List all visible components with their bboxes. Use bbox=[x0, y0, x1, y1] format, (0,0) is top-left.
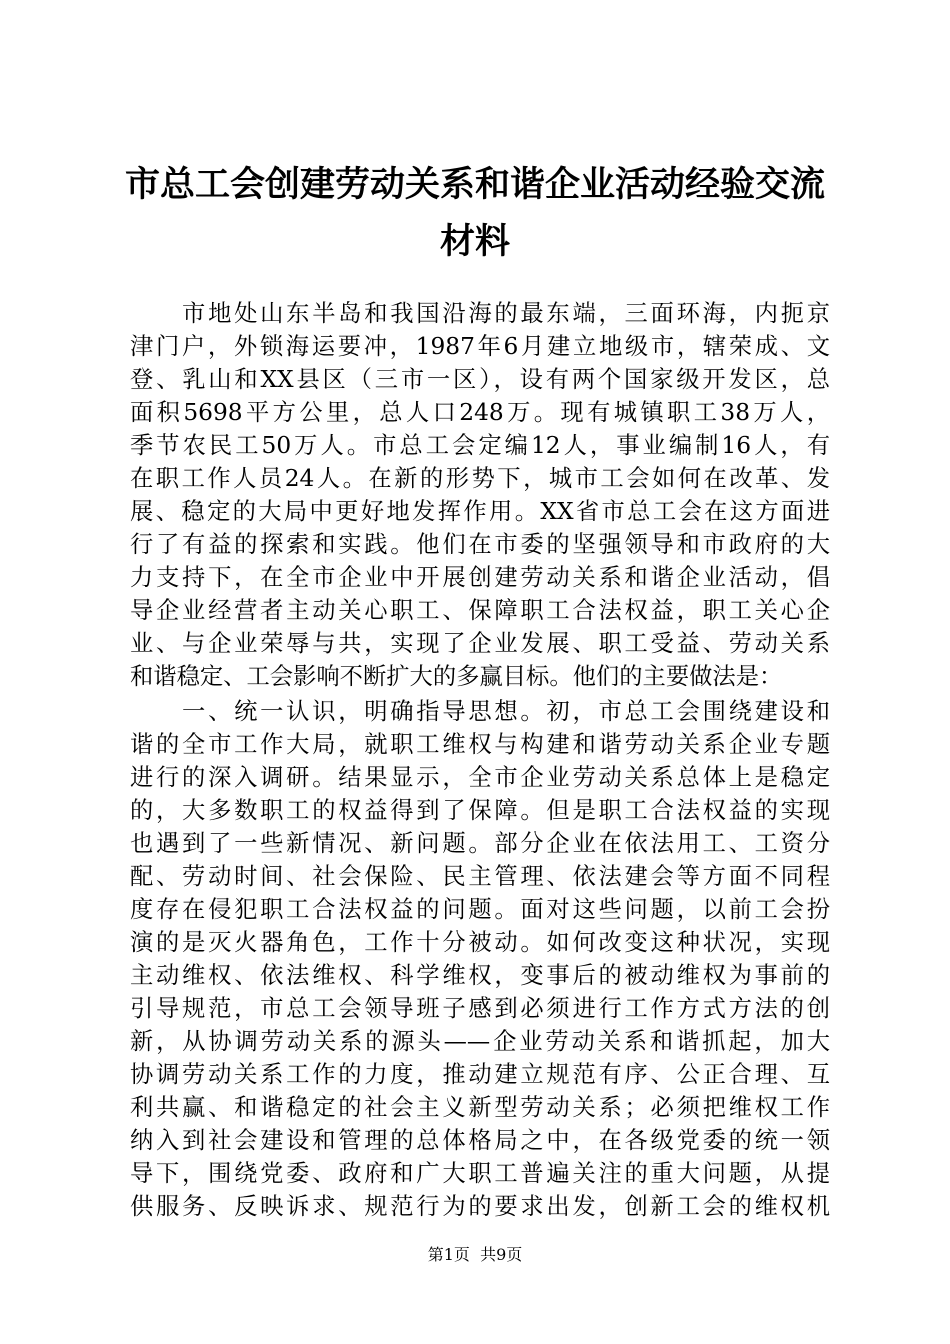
paragraph-line: 配、劳动时间、社会保险、民主管理、依法建会等方面不同程 bbox=[130, 863, 830, 890]
paragraph-line: 利共赢、和谐稳定的社会主义新型劳动关系；必须把维权工作 bbox=[130, 1094, 830, 1121]
paragraph-line: 业、与企业荣辱与共，实现了企业发展、职工受益、劳动关系 bbox=[130, 630, 830, 657]
paragraph-line: 主动维权、依法维权、科学维权，变事后的被动维权为事前的 bbox=[130, 962, 830, 989]
paragraph-2 bbox=[130, 695, 830, 1223]
paragraph-line: 的，大多数职工的权益得到了保障。但是职工合法权益的实现 bbox=[130, 797, 830, 824]
paragraph-line: 展、稳定的大局中更好地发挥作用。XX省市总工会在这方面进 bbox=[130, 498, 830, 525]
paragraph-line: 力支持下，在全市企业中开展创建劳动关系和谐企业活动，倡 bbox=[130, 564, 830, 591]
paragraph-line: 进行的深入调研。结果显示，全市企业劳动关系总体上是稳定 bbox=[130, 764, 830, 791]
paragraph-1 bbox=[130, 297, 830, 693]
paragraph-line: 新，从协调劳动关系的源头——企业劳动关系和谐抓起，加大 bbox=[130, 1028, 830, 1055]
paragraph-line: 纳入到社会建设和管理的总体格局之中，在各级党委的统一领 bbox=[130, 1127, 830, 1154]
paragraph-line: 行了有益的探索和实践。他们在市委的坚强领导和市政府的大 bbox=[130, 531, 830, 558]
paragraph-line: 季节农民工50万人。市总工会定编12人，事业编制16人，有 bbox=[130, 432, 830, 459]
paragraph-line: 引导规范，市总工会领导班子感到必须进行工作方式方法的创 bbox=[130, 995, 830, 1022]
paragraph-line: 也遇到了一些新情况、新问题。部分企业在依法用工、工资分 bbox=[130, 830, 830, 857]
document-title-line1: 市总工会创建劳动关系和谐企业活动经验交流 bbox=[124, 164, 825, 205]
paragraph-line: 导下，围绕党委、政府和广大职工普遍关注的重大问题，从提 bbox=[130, 1160, 830, 1187]
document-title-line2: 材料 bbox=[439, 221, 510, 262]
paragraph-line: 谐的全市工作大局，就职工维权与构建和谐劳动关系企业专题 bbox=[130, 731, 830, 758]
page-footer: 第1页 共9页 bbox=[427, 1245, 523, 1264]
paragraph-line: 一、统一认识，明确指导思想。初，市总工会围绕建设和 bbox=[130, 698, 830, 725]
paragraph-line: 登、乳山和XX县区（三市一区），设有两个国家级开发区，总 bbox=[130, 366, 830, 393]
paragraph-line: 和谐稳定、工会影响不断扩大的多赢目标。他们的主要做法是： bbox=[130, 663, 783, 690]
paragraph-line: 演的是灭火器角色，工作十分被动。如何改变这种状况，实现 bbox=[130, 929, 830, 956]
paragraph-line: 在职工作人员24人。在新的形势下，城市工会如何在改革、发 bbox=[130, 465, 830, 492]
paragraph-line: 协调劳动关系工作的力度，推动建立规范有序、公正合理、互 bbox=[130, 1061, 830, 1088]
paragraph-line: 度存在侵犯职工合法权益的问题。面对这些问题，以前工会扮 bbox=[130, 896, 830, 923]
paragraph-line: 津门户，外锁海运要冲，1987年6月建立地级市，辖荣成、文 bbox=[130, 333, 830, 360]
paragraph-line: 导企业经营者主动关心职工、保障职工合法权益，职工关心企 bbox=[130, 597, 830, 624]
paragraph-line: 面积5698平方公里，总人口248万。现有城镇职工38万人， bbox=[130, 399, 830, 426]
paragraph-line: 供服务、反映诉求、规范行为的要求出发，创新工会的维权机 bbox=[130, 1193, 830, 1220]
paragraph-line: 市地处山东半岛和我国沿海的最东端，三面环海，内扼京 bbox=[130, 300, 830, 327]
